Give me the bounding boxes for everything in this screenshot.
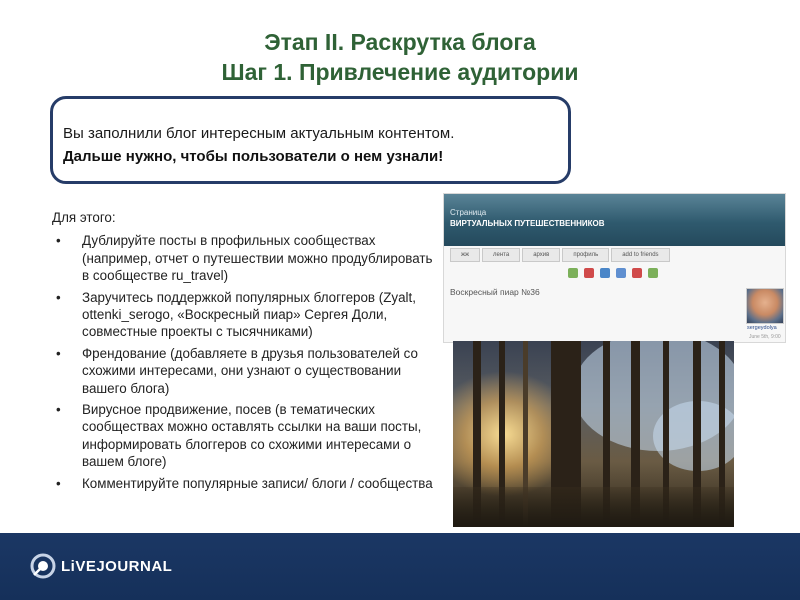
callout-line-2: Дальше нужно, чтобы пользователи о нем узнали! [63,148,444,165]
footer-bar [0,533,800,600]
bullet-list [52,232,442,492]
tag-icon [616,268,626,278]
tab-archive: архив [522,248,560,262]
memory-icon [584,268,594,278]
prev-arrow-icon [568,268,578,278]
tab-lj: жж [450,248,480,262]
next-arrow-icon [648,268,658,278]
bullet-text: Заручитесь поддержкой популярных блоггеров (Zyalt, ottenki_serogo, «Воскресный пиар» Сергея Доли, совместные проекты с тысячниками) [82,289,416,340]
bullet-icon: • [56,475,61,491]
lead-text: Для этого: [52,210,116,225]
bullet-text: Дублируйте посты в профильных сообществах (например, отчет о путешествии можно продублировать в сообществе ru_travel) [82,233,433,284]
action-icons [568,268,664,278]
body-text [52,209,442,496]
bullet-icon: • [56,345,61,361]
banner-label: Страница [450,208,487,217]
post-title: Воскресный пиар №36 [450,287,540,297]
livejournal-page-screenshot [443,193,786,343]
slide-title-line-1: Этап II. Раскрутка блога [264,29,536,55]
banner-title: ВИРТУАЛЬНЫХ ПУТЕШЕСТВЕННИКОВ [450,219,605,228]
forest-floor [453,487,734,527]
list-item [52,401,442,471]
slide-title-line-2: Шаг 1. Привлечение аудитории [221,59,579,85]
tab-feed: лента [482,248,520,262]
livejournal-logo-icon [30,553,56,579]
bullet-icon: • [56,402,61,418]
post-date: June 5th, 9:00 [749,334,781,340]
avatar [746,288,784,324]
list-item [52,289,442,341]
callout-box [50,96,571,184]
livejournal-logo-text: LiVEJOURNAL [61,558,173,575]
add-icon [600,268,610,278]
list-item [52,345,442,397]
tab-add-to-friends: add to friends [611,248,669,262]
stop-icon [632,268,642,278]
nav-tabs [450,248,672,262]
tab-profile: профиль [562,248,609,262]
list-item [52,475,442,492]
community-banner [444,194,785,246]
callout-line-1: Вы заполнили блог интересным актуальным контентом. [63,125,455,142]
forest-photo [453,341,734,527]
bullet-text: Вирусное продвижение, посев (в тематических сообществах можно оставлять ссылки на ваши посты, информировать блоггеров со схожими интересами о вашем блоге) [82,402,422,470]
bullet-text: Комментируйте популярные записи/ блоги / сообщества [82,475,433,491]
bullet-text: Френдование (добавляете в друзья пользователей со схожими интересами, они узнают о существовании вашего блога) [82,345,418,396]
username: sergeydolya [747,325,777,331]
bullet-icon: • [56,289,61,305]
list-item [52,232,442,284]
bullet-icon: • [56,233,61,249]
